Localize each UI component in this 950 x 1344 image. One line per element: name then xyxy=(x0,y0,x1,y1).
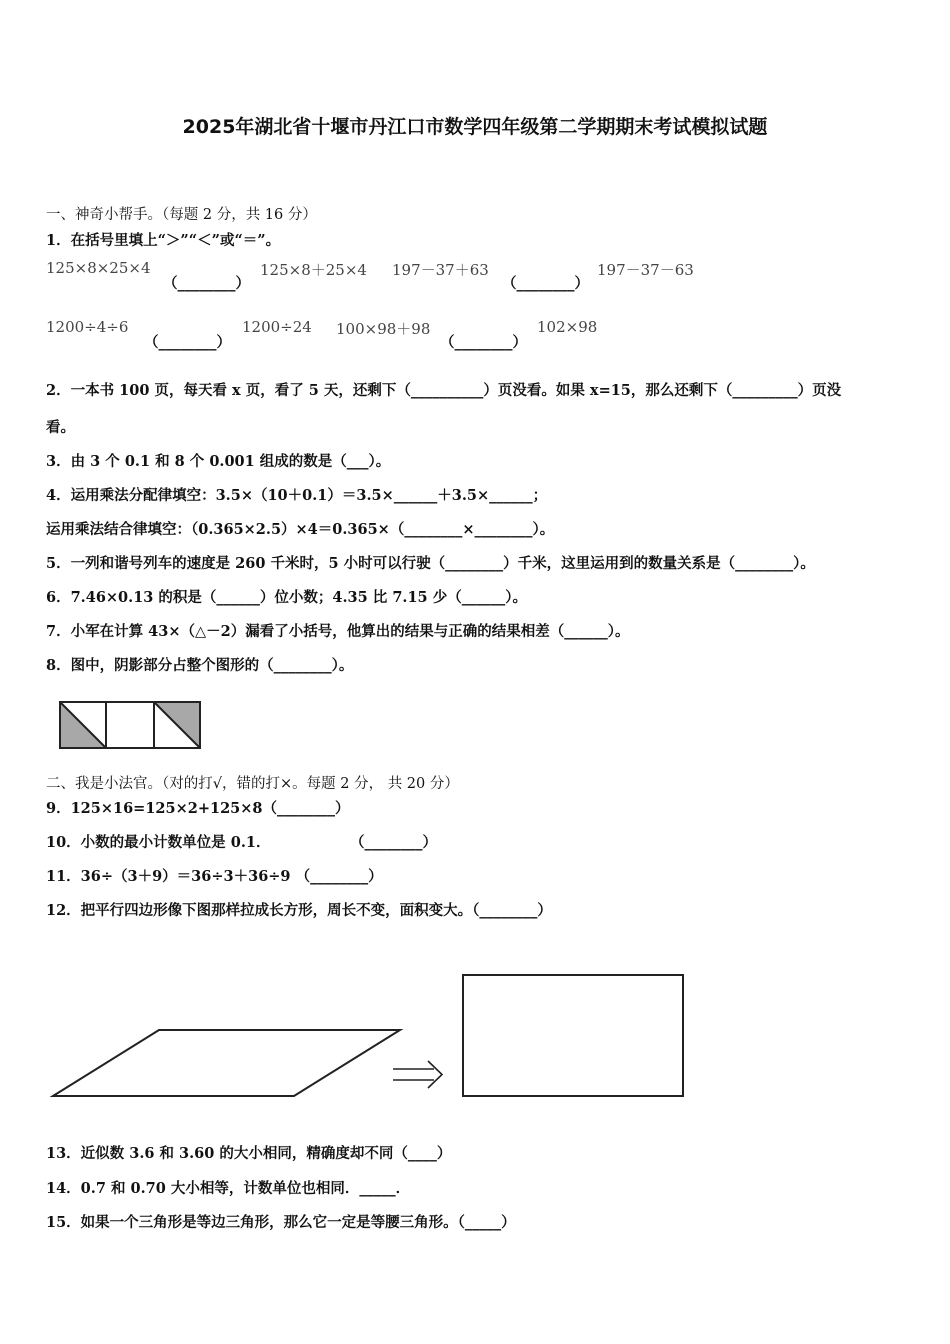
question-12: 12．把平行四边形像下图那样拉成长方形，周长不变，面积变大。（________） xyxy=(46,902,552,919)
double-arrow-icon xyxy=(393,1061,442,1088)
answer-blank-2c[interactable]: （________） xyxy=(440,334,527,351)
expr-2b: 1200÷24 xyxy=(242,318,312,336)
answer-blank-2a[interactable]: （________） xyxy=(144,334,231,351)
answer-blank-10[interactable]: （________） xyxy=(350,834,437,851)
question-3: 3．由 3 个 0.1 和 8 个 0.001 组成的数是（___）。 xyxy=(46,453,391,470)
question-14: 14．0.7 和 0.70 大小相等，计数单位也相同．_____． xyxy=(46,1180,411,1197)
question-8: 8．图中，阴影部分占整个图形的（________）。 xyxy=(46,657,354,674)
rectangle xyxy=(463,975,683,1096)
question-2: 2．一本书 100 页，每天看 x 页，看了 5 天，还剩下（__________）页没看。如果 x=15，那么还剩下（_________）页没 xyxy=(46,382,842,399)
question-10: 10．小数的最小计数单位是 0.1． xyxy=(46,834,271,851)
question-4: 4．运用乘法分配律填空：3.5×（10＋0.1）＝3.5×______＋3.5×______； xyxy=(46,487,548,504)
question-7: 7．小军在计算 43×（△－2）漏看了小括号，他算出的结果与正确的结果相差（______）。 xyxy=(46,623,630,640)
question-1: 1．在括号里填上“＞”“＜”或“＝”。 xyxy=(46,232,281,249)
question-15: 15．如果一个三角形是等边三角形，那么它一定是等腰三角形。（_____） xyxy=(46,1214,516,1231)
question-5: 5．一列和谐号列车的速度是 260 千米时，5 小时可以行驶（________）千米，这里运用到的数量关系是（________）。 xyxy=(46,555,815,572)
answer-blank-1a[interactable]: （________） xyxy=(163,275,250,292)
question-6: 6．7.46×0.13 的积是（______）位小数；4.35 比 7.15 少（______）。 xyxy=(46,589,527,606)
page-title: 2025年湖北省十堰市丹江口市数学四年级第二学期期末考试模拟试题 xyxy=(182,116,768,138)
question-9: 9．125×16=125×2+125×8（________） xyxy=(46,800,350,817)
parallelogram xyxy=(53,1030,400,1096)
expr-1a: 125×8×25×4 xyxy=(46,259,151,277)
expr-1c: 197－37＋63 xyxy=(392,261,489,279)
question-11: 11．36÷（3＋9）＝36÷3＋36÷9 （________） xyxy=(46,868,383,885)
parallelogram-to-rectangle-figure xyxy=(50,970,690,1102)
expr-1d: 197－37－63 xyxy=(597,261,694,279)
answer-blank-1c[interactable]: （________） xyxy=(502,275,589,292)
section-2-heading: 二、我是小法官。（对的打√，错的打×。每题 2 分， 共 20 分） xyxy=(46,776,459,792)
section-1-heading: 一、神奇小帮手。（每题 2 分，共 16 分） xyxy=(46,207,317,223)
expr-2a: 1200÷4÷6 xyxy=(46,318,129,336)
question-13: 13．近似数 3.6 和 3.60 的大小相同，精确度却不同（____） xyxy=(46,1145,452,1162)
expr-2d: 102×98 xyxy=(537,318,598,336)
expr-1b: 125×8＋25×4 xyxy=(260,261,367,279)
question-2-cont: 看。 xyxy=(46,419,75,436)
shaded-squares-figure xyxy=(58,700,204,750)
expr-2c: 100×98＋98 xyxy=(336,320,431,338)
question-4-cont: 运用乘法结合律填空：（0.365×2.5）×4＝0.365×（________×________）。 xyxy=(46,521,555,538)
